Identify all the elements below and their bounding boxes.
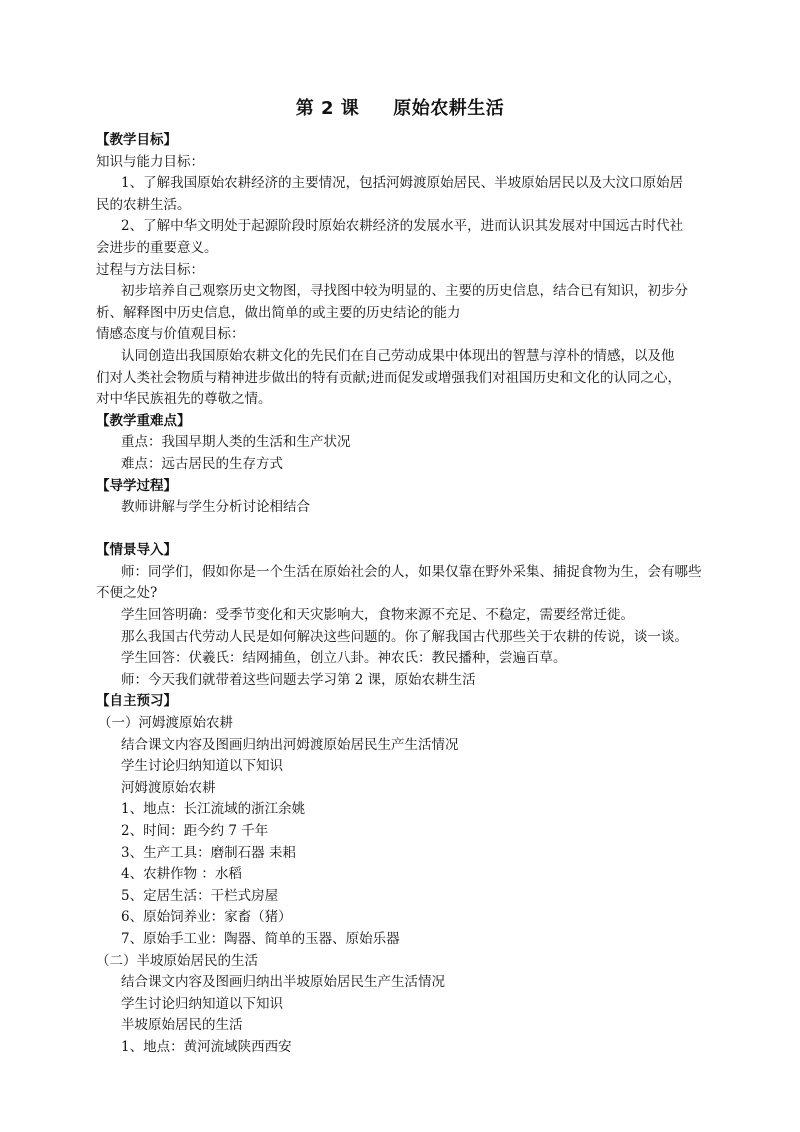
- section-2-line-2: 学生讨论归纳知道以下知识: [121, 995, 283, 1012]
- process-method: 教师讲解与学生分析讨论相结合: [121, 499, 310, 516]
- process-heading: 【导学过程】: [96, 477, 177, 494]
- key-points-heading: 【教学重难点】: [96, 412, 191, 429]
- lesson-title: [0, 94, 800, 120]
- preview-heading: 【自主预习】: [96, 693, 177, 710]
- document-body: [96, 130, 706, 1059]
- emotion-item-b: 们对人类社会物质与精神进步做出的特有贡献;进而促发或增强我们对祖国历史和文化的认同之心，: [96, 369, 682, 386]
- intro-student-1: 学生回答明确：受季节变化和天灾影响大，食物来源不充足、不稳定，需要经常迁徙。: [121, 607, 634, 624]
- section-2-title: （二）半坡原始居民的生活: [96, 952, 258, 969]
- section-1-item: 6、原始饲养业：家畜（猪）: [121, 909, 292, 926]
- section-1-title: （一）河姆渡原始农耕: [98, 715, 233, 732]
- process-item-b: 析、解释图中历史信息，做出简单的或主要的历史结论的能力: [96, 304, 461, 321]
- knowledge-item-1a: 1、了解我国原始农耕经济的主要情况，包括河姆渡原始居民、半坡原始居民以及大汶口原始居: [121, 175, 684, 192]
- section-1-item: 5、定居生活：干栏式房屋: [121, 887, 279, 904]
- process-label: 过程与方法目标：: [96, 261, 204, 278]
- intro-teacher-1a: 师：同学们，假如你是一个生活在原始社会的人，如果仅靠在野外采集、捕捉食物为生，会有哪些: [121, 563, 702, 580]
- lesson-number: 第 2 课: [295, 98, 360, 119]
- section-1-item: 3、生产工具：磨制石器 耒耜: [121, 844, 296, 861]
- emotion-item-c: 对中华民族祖先的尊敬之情。: [96, 391, 272, 408]
- intro-teacher-2: 那么我国古代劳动人民是如何解决这些问题的。你了解我国古代那些关于农耕的传说，谈一谈。: [121, 628, 688, 645]
- intro-heading: 【情景导入】: [96, 542, 177, 559]
- intro-student-2: 学生回答：伏羲氏：结网捕鱼，创立八卦。神农氏：教民播种，尝遍百草。: [121, 650, 567, 667]
- section-1-line-1: 结合课文内容及图画归纳出河姆渡原始居民生产生活情况: [121, 736, 459, 753]
- section-1-item: 4、农耕作物 ：水稻: [121, 866, 242, 883]
- process-item-a: 初步培养自己观察历史文物图，寻找图中较为明显的、主要的历史信息，结合已有知识，初步分: [121, 283, 688, 300]
- section-2-item: 1、地点：黄河流域陕西西安: [121, 1038, 292, 1055]
- section-1-item: 7、原始手工业：陶器、简单的玉器、原始乐器: [121, 930, 400, 947]
- section-1-item: 1、地点：长江流域的浙江余姚: [121, 801, 306, 818]
- objectives-heading: 【教学目标】: [96, 132, 177, 148]
- intro-teacher-1b: 不便之处?: [96, 585, 158, 602]
- key-point-difficulty: 难点：远古居民的生存方式: [121, 455, 283, 472]
- emotion-item-a: 认同创造出我国原始农耕文化的先民们在自己劳动成果中体现出的智慧与淳朴的情感，以及他: [121, 347, 675, 364]
- section-1-item: 2、时间：距今约 7 千年: [121, 823, 269, 839]
- section-2-line-1: 结合课文内容及图画归纳出半坡原始居民生产生活情况: [121, 974, 445, 991]
- knowledge-item-1b: 民的农耕生活。: [96, 196, 191, 213]
- knowledge-item-2b: 会进步的重要意义。: [96, 239, 218, 256]
- section-2-line-3: 半坡原始居民的生活: [121, 1017, 243, 1034]
- blank-line: [96, 519, 706, 541]
- section-1-line-2: 学生讨论归纳知道以下知识: [121, 758, 283, 775]
- knowledge-item-2a: 2、了解中华文明处于起源阶段时原始农耕经济的发展水平，进而认识其发展对中国远古时代社: [121, 218, 684, 235]
- emotion-label: 情感态度与价值观目标：: [96, 326, 245, 343]
- section-1-line-3: 河姆渡原始农耕: [121, 779, 216, 796]
- key-point-focus: 重点：我国早期人类的生活和生产状况: [121, 434, 351, 451]
- lesson-name: 原始农耕生活: [393, 98, 505, 119]
- knowledge-label: 知识与能力目标：: [96, 153, 204, 170]
- intro-teacher-3: 师：今天我们就带着这些问题去学习第 2 课，原始农耕生活: [121, 671, 476, 688]
